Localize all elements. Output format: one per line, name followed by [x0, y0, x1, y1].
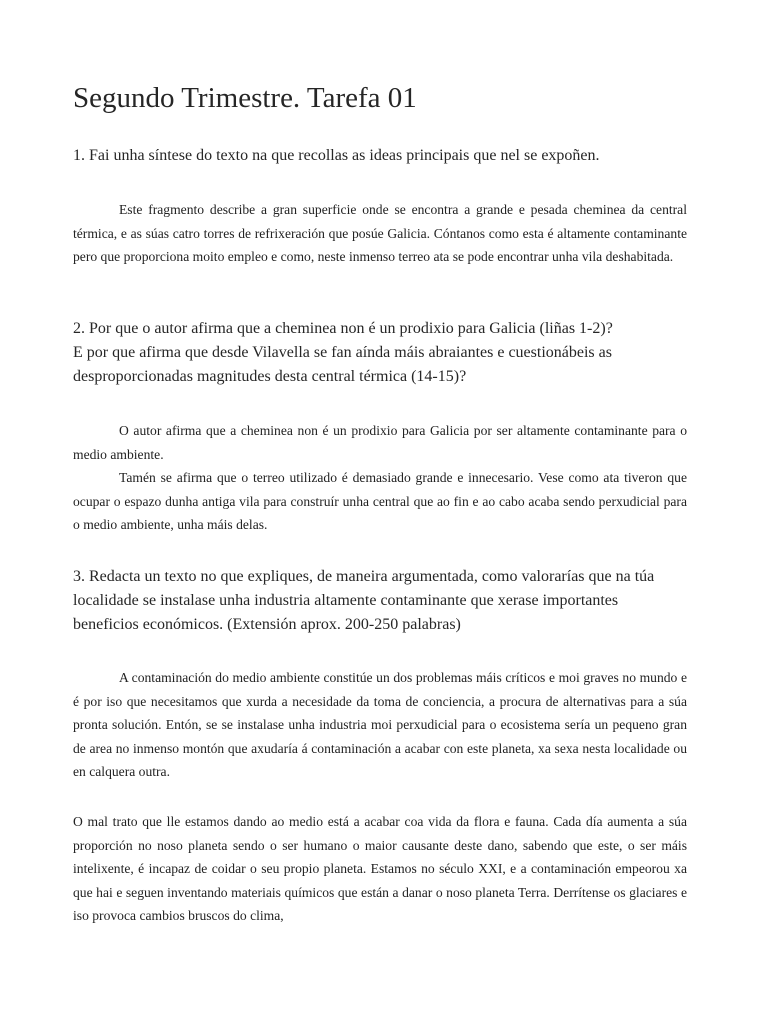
answer-3-paragraph-2: O mal trato que lle estamos dando ao medio está a acabar coa vida da flora e fauna. Cada día aumenta a súa proporción no noso planeta sendo o ser humano o maior causante deste dano, sabendo que este, o ser máis intelixente, é incapaz de coidar o seu propio planeta. Estamos no século XXI, e a contaminación empeorou xa que hai e seguen inventando materiais químicos que están a danar o noso planeta Terra. Derrítense os glaciares e iso provoca cambios bruscos do clima,	[73, 814, 687, 924]
answer-3-paragraph-1: A contaminación do medio ambiente constitúe un dos problemas máis críticos e moi graves no mundo e é por iso que necesitamos que xurda a necesidade da toma de conciencia, a procura de alternativas para a súa pronta solución. Entón, se se instalase unha industria moi perxudicial para o ecosistema sería un pequeno gran de area no inmenso montón que axudaría á contaminación a acabar con este planeta, xa sexa nesta localidade ou en calquera outra.	[73, 670, 687, 780]
question-2-line-3: desproporcionadas magnitudes desta central térmica (14-15)?	[73, 368, 467, 385]
question-3	[73, 565, 687, 637]
question-2-line-2: E por que afirma que desde Vilavella se fan aínda máis abraiantes e cuestionábeis as	[73, 344, 612, 361]
question-3-line-2: localidade se instalase unha industria altamente contaminante que xerase importantes	[73, 592, 619, 609]
question-2	[73, 317, 687, 389]
answer-2-paragraph-1: O autor afirma que a cheminea non é un prodixio para Galicia por ser altamente contaminante para o medio ambiente.	[73, 423, 687, 462]
question-2-line-1: 2. Por que o autor afirma que a cheminea non é un prodixio para Galicia (liñas 1-2)?	[73, 320, 613, 337]
question-1-text: 1. Fai unha síntese do texto na que recollas as ideas principais que nel se expoñen.	[73, 147, 600, 164]
answer-1-paragraph: Este fragmento describe a gran superficie onde se encontra a grande e pesada cheminea da central térmica, e as súas catro torres de refrixeración que posúe Galicia. Cóntanos como esta é altamente contaminante pero que proporciona moito empleo e como, neste inmenso terreo ata se pode encontrar unha vila deshabitada.	[73, 202, 687, 265]
answer-3	[73, 666, 687, 784]
question-3-line-1: 3. Redacta un texto no que expliques, de maneira argumentada, como valorarías que na túa	[73, 568, 655, 585]
answer-1	[73, 198, 687, 269]
document-title: Segundo Trimestre. Tarefa 01	[73, 82, 417, 114]
question-1	[73, 144, 687, 168]
answer-2-paragraph-2: Tamén se afirma que o terreo utilizado é demasiado grande e innecesario. Vese como ata tiveron que ocupar o espazo dunha antiga vila para construír unha central que ao fin e ao cabo acaba sendo perxudicial para o medio ambiente, unha máis delas.	[73, 470, 687, 533]
question-3-line-3: beneficios económicos. (Extensión aprox. 200-250 palabras)	[73, 616, 461, 633]
answer-3-continued	[73, 810, 687, 928]
answer-2	[73, 419, 687, 537]
